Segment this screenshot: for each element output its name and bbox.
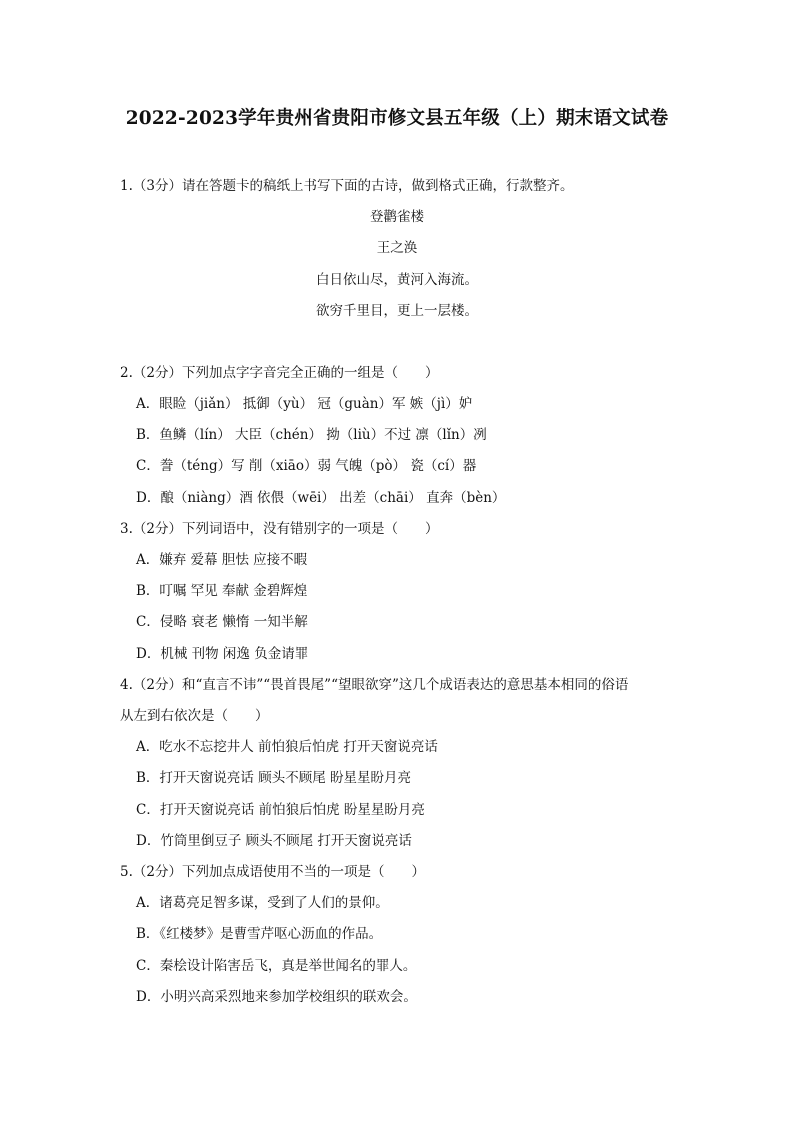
question-5-option-a: A．诸葛亮足智多谋，受到了人们的景仰。 <box>136 895 389 911</box>
poem-author: 王之涣 <box>376 240 418 256</box>
question-3-option-b: B．叮嘱 罕见 奉献 金碧辉煌 <box>136 583 308 599</box>
question-3-stem: 3.（2分）下列词语中，没有错别字的一项是（ ） <box>120 521 439 537</box>
poem-title: 登鹳雀楼 <box>370 209 424 225</box>
question-4-stem: 4.（2分）和“直言不讳”“畏首畏尾”“望眼欲穿”这几个成语表达的意思基本相同的俗语 <box>120 677 629 693</box>
question-4-stem-continued: 从左到右依次是（ ） <box>120 708 269 724</box>
question-3-option-a: A．嫌弃 爱幕 胆怯 应接不暇 <box>136 552 308 568</box>
question-5-option-c: C．秦桧设计陷害岳飞，真是举世闻名的罪人。 <box>136 958 417 974</box>
question-4-option-c: C．打开天窗说亮话 前怕狼后怕虎 盼星星盼月亮 <box>136 802 425 818</box>
question-2-option-d: D．酿（niàng）酒 依偎（wēi） 出差（chāi） 直奔（bèn） <box>136 490 506 506</box>
poem-line-2: 欲穷千里目，更上一层楼。 <box>316 303 478 319</box>
question-2-stem: 2.（2分）下列加点字字音完全正确的一组是（ ） <box>120 365 439 381</box>
question-2-option-c: C．誊（téng）写 削（xiāo）弱 气魄（pò） 瓷（cí）器 <box>136 458 477 474</box>
page-title: 2022-2023学年贵州省贵阳市修文县五年级（上）期末语文试卷 <box>125 108 669 129</box>
question-5-option-d: D．小明兴高采烈地来参加学校组织的联欢会。 <box>136 989 417 1005</box>
question-2-option-b: B．鱼鳞（lín） 大臣（chén） 拗（liù）不过 凛（lǐn）冽 <box>136 427 487 443</box>
question-3-option-c: C．侵略 衰老 懒惰 一知半解 <box>136 614 308 630</box>
question-5-stem: 5.（2分）下列加点成语使用不当的一项是（ ） <box>120 864 425 880</box>
poem-line-1: 白日依山尽，黄河入海流。 <box>316 272 478 288</box>
question-1-stem: 1.（3分）请在答题卡的稿纸上书写下面的古诗，做到格式正确，行款整齐。 <box>120 178 574 194</box>
question-5-option-b: B．《红楼梦》是曹雪芹呕心沥血的作品。 <box>136 926 383 942</box>
question-4-option-b: B．打开天窗说亮话 顾头不顾尾 盼星星盼月亮 <box>136 770 412 786</box>
question-3-option-d: D．机械 刊物 闲逸 负金请罪 <box>136 646 309 662</box>
question-4-option-d: D．竹筒里倒豆子 顾头不顾尾 打开天窗说亮话 <box>136 833 412 849</box>
question-2-option-a: A．眼睑（jiǎn） 抵御（yù） 冠（guàn）军 嫉（jì）妒 <box>136 396 473 412</box>
question-4-option-a: A．吃水不忘挖井人 前怕狼后怕虎 打开天窗说亮话 <box>136 739 438 755</box>
